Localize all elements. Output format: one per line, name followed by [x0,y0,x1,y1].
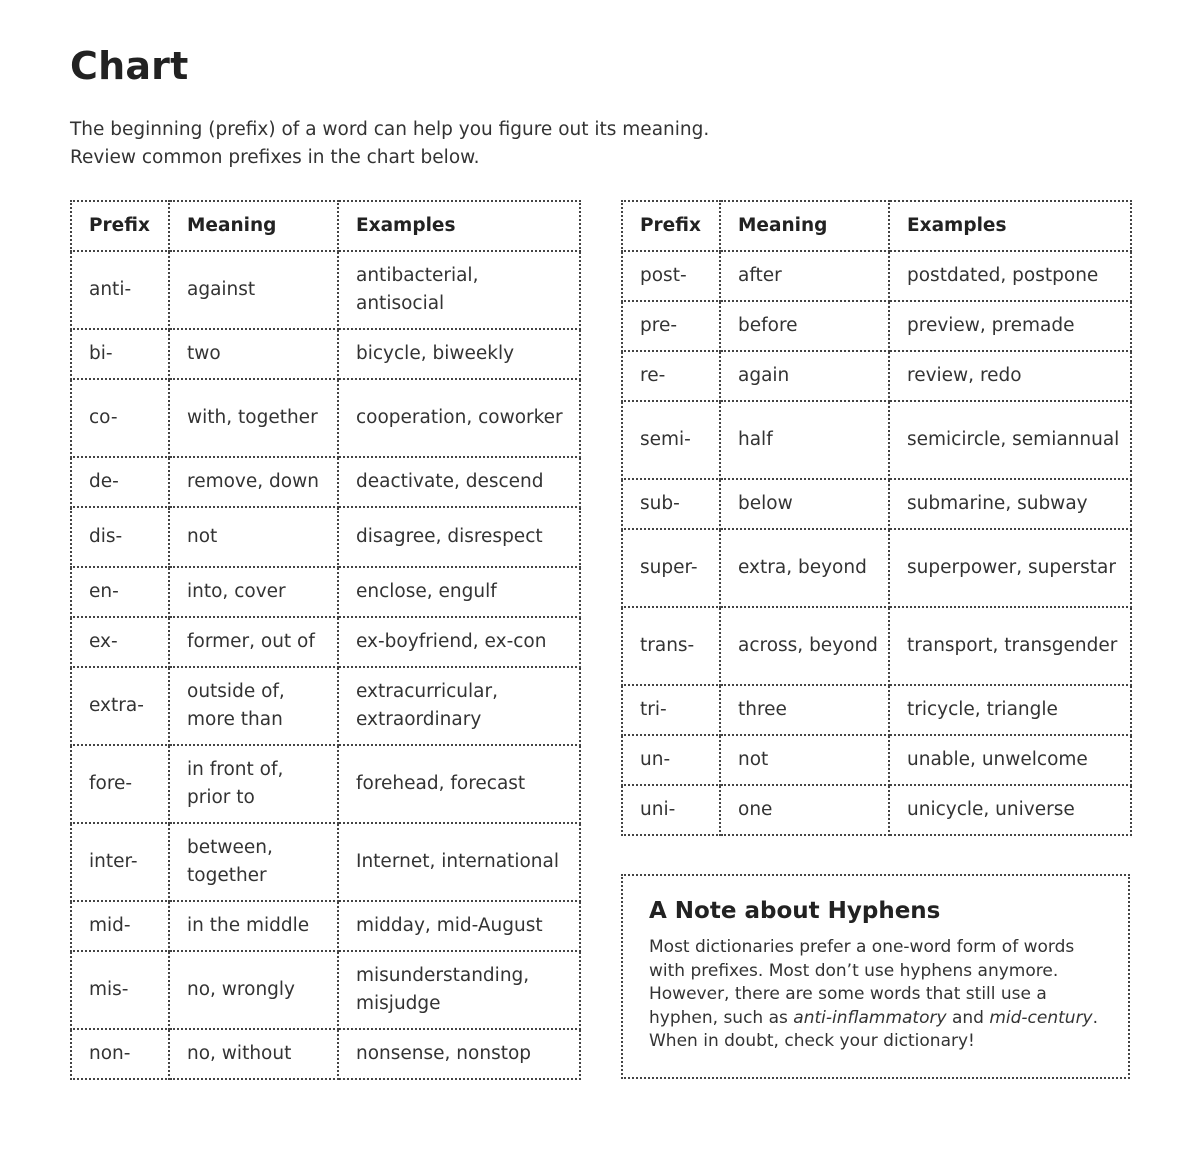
meaning-cell: against [169,251,338,329]
note-body [649,936,1102,1054]
prefix-cell: semi- [622,401,720,479]
prefix-cell: post- [622,251,720,301]
prefix-cell: uni- [622,785,720,835]
prefix-cell: anti- [71,251,169,329]
table-row [622,301,1131,351]
page-title: Chart [70,44,189,88]
column-header-prefix: Prefix [71,201,169,251]
meaning-cell: not [720,735,889,785]
table-row [622,685,1131,735]
note-text-1: Most dictionaries prefer a one-word form of words with prefixes. Most don’t use hyphens anymore. However, there are some words that still use a hyphen, such as [649,937,1075,1028]
meaning-cell: former, out of [169,617,338,667]
column-header-meaning: Meaning [169,201,338,251]
table-row [622,785,1131,835]
prefix-cell: extra- [71,667,169,745]
prefix-cell: bi- [71,329,169,379]
prefix-cell: de- [71,457,169,507]
table-row [71,901,580,951]
note-text-2: and [946,1007,990,1028]
table-row [622,735,1131,785]
table-row [622,607,1131,685]
hyphen-note-box [621,874,1130,1079]
table-row [71,823,580,901]
column-header-examples: Examples [889,201,1131,251]
examples-cell: postdated, postpone [889,251,1131,301]
table-row [71,457,580,507]
table-row [71,617,580,667]
table-row [71,1029,580,1079]
prefix-cell: co- [71,379,169,457]
examples-cell: midday, mid-August [338,901,580,951]
intro-text [70,116,709,172]
prefix-table-right [621,200,1132,836]
column-header-examples: Examples [338,201,580,251]
table-header-row [71,201,580,251]
meaning-cell: no, wrongly [169,951,338,1029]
table-row [622,251,1131,301]
examples-cell: ex-boyfriend, ex-con [338,617,580,667]
examples-cell: extracurricular, extraordinary [338,667,580,745]
meaning-cell: after [720,251,889,301]
prefix-cell: trans- [622,607,720,685]
meaning-cell: across, beyond [720,607,889,685]
examples-cell: deactivate, descend [338,457,580,507]
table-row [71,745,580,823]
table-row [71,567,580,617]
examples-cell: review, redo [889,351,1131,401]
table-row [71,951,580,1029]
prefix-cell: non- [71,1029,169,1079]
note-example-1: anti-inflammatory [793,1007,947,1028]
prefix-table-left [70,200,581,1080]
table-row [622,529,1131,607]
examples-cell: disagree, disrespect [338,507,580,567]
examples-cell: preview, premade [889,301,1131,351]
examples-cell: transport, transgender [889,607,1131,685]
table-row [71,507,580,567]
note-text-3: . When in doubt, check your dictionary! [649,1007,1099,1051]
meaning-cell: not [169,507,338,567]
prefix-cell: sub- [622,479,720,529]
meaning-cell: in the middle [169,901,338,951]
meaning-cell: below [720,479,889,529]
meaning-cell: between, together [169,823,338,901]
table-row [622,351,1131,401]
examples-cell: unicycle, universe [889,785,1131,835]
column-header-prefix: Prefix [622,201,720,251]
meaning-cell: again [720,351,889,401]
examples-cell: enclose, engulf [338,567,580,617]
prefix-cell: pre- [622,301,720,351]
table-row [71,379,580,457]
prefix-cell: ex- [71,617,169,667]
note-example-2: mid-century [989,1007,1093,1028]
prefix-cell: inter- [71,823,169,901]
meaning-cell: no, without [169,1029,338,1079]
meaning-cell: before [720,301,889,351]
examples-cell: unable, unwelcome [889,735,1131,785]
examples-cell: cooperation, coworker [338,379,580,457]
prefix-cell: mis- [71,951,169,1029]
meaning-cell: remove, down [169,457,338,507]
table-row [71,667,580,745]
examples-cell: Internet, international [338,823,580,901]
examples-cell: misunderstanding, misjudge [338,951,580,1029]
meaning-cell: two [169,329,338,379]
meaning-cell: extra, beyond [720,529,889,607]
meaning-cell: outside of, more than [169,667,338,745]
table-row [71,329,580,379]
table-row [622,401,1131,479]
intro-line-2: Review common prefixes in the chart below. [70,147,480,168]
prefix-cell: dis- [71,507,169,567]
prefix-cell: tri- [622,685,720,735]
meaning-cell: into, cover [169,567,338,617]
meaning-cell: with, together [169,379,338,457]
prefix-cell: fore- [71,745,169,823]
table-row [622,479,1131,529]
table-header-row [622,201,1131,251]
examples-cell: tricycle, triangle [889,685,1131,735]
prefix-cell: en- [71,567,169,617]
note-title: A Note about Hyphens [649,898,941,924]
examples-cell: superpower, superstar [889,529,1131,607]
meaning-cell: half [720,401,889,479]
prefix-cell: super- [622,529,720,607]
intro-line-1: The beginning (prefix) of a word can help you figure out its meaning. [70,119,710,140]
meaning-cell: one [720,785,889,835]
examples-cell: antibacterial, antisocial [338,251,580,329]
prefix-cell: mid- [71,901,169,951]
examples-cell: semicircle, semiannual [889,401,1131,479]
examples-cell: bicycle, biweekly [338,329,580,379]
examples-cell: forehead, forecast [338,745,580,823]
column-header-meaning: Meaning [720,201,889,251]
table-row [71,251,580,329]
examples-cell: submarine, subway [889,479,1131,529]
prefix-cell: re- [622,351,720,401]
meaning-cell: in front of, prior to [169,745,338,823]
meaning-cell: three [720,685,889,735]
examples-cell: nonsense, nonstop [338,1029,580,1079]
prefix-cell: un- [622,735,720,785]
